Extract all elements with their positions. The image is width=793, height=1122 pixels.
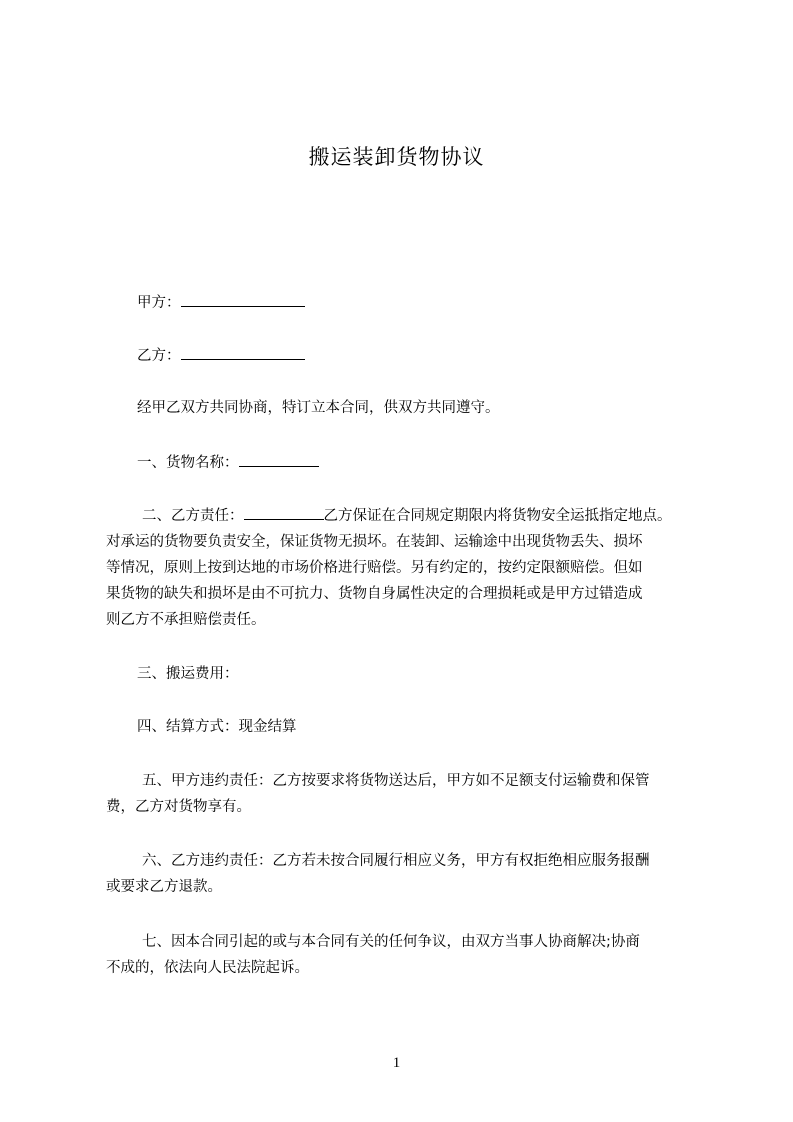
clause-2-line-5: 则乙方不承担赔偿责任。	[106, 612, 266, 628]
clause-1-label: 一、货物名称：	[137, 455, 239, 471]
clause-6-line-1: 六、乙方违约责任：乙方若未按合同履行相应义务，甲方有权拒绝相应服务报酬	[142, 853, 650, 869]
clause-6-line-2: 或要求乙方退款。	[106, 879, 222, 895]
clause-1	[137, 452, 319, 473]
party-b-line	[137, 345, 305, 366]
page-number: 1	[392, 1055, 401, 1071]
clause-3: 三、搬运费用：	[137, 666, 239, 682]
clause-4: 四、结算方式：现金结算	[137, 719, 297, 735]
clause-7-line-1: 七、因本合同引起的或与本合同有关的任何争议，由双方当事人协商解决;协商	[142, 934, 640, 950]
clause-7-line-2: 不成的，依法向人民法院起诉。	[106, 960, 309, 976]
clause-2-suffix: 乙方保证在合同规定期限内将货物安全运抵指定地点。	[323, 508, 672, 524]
clause-2-prefix: 二、乙方责任：	[142, 508, 244, 524]
clause-5-line-2: 费，乙方对货物享有。	[106, 799, 251, 815]
clause-2-blank	[244, 505, 324, 520]
party-a-blank	[181, 292, 305, 307]
clause-5	[106, 768, 706, 820]
clause-2-line-1	[106, 503, 706, 529]
document-title: 搬运装卸货物协议	[308, 145, 485, 169]
clause-7	[106, 929, 706, 981]
party-a-label: 甲方：	[137, 295, 181, 311]
clause-2-line-3: 等情况，原则上按到达地的市场价格进行赔偿。另有约定的，按约定限额赔偿。但如	[106, 560, 643, 576]
clause-2-line-4: 果货物的缺失和损坏是由不可抗力、货物自身属性决定的合理损耗或是甲方过错造成	[106, 586, 643, 602]
intro-paragraph: 经甲乙双方共同协商，特订立本合同，供双方共同遵守。	[137, 400, 500, 416]
party-b-blank	[181, 345, 305, 360]
clause-1-blank	[239, 452, 319, 467]
clause-2-line-2: 对承运的货物要负责安全，保证货物无损坏。在装卸、运输途中出现货物丢失、损坏	[106, 534, 643, 550]
party-a-line	[137, 292, 305, 313]
party-b-label: 乙方：	[137, 348, 181, 364]
clause-5-line-1: 五、甲方违约责任：乙方按要求将货物送达后，甲方如不足额支付运输费和保管	[142, 773, 650, 789]
clause-2	[106, 503, 706, 633]
clause-6	[106, 848, 706, 900]
